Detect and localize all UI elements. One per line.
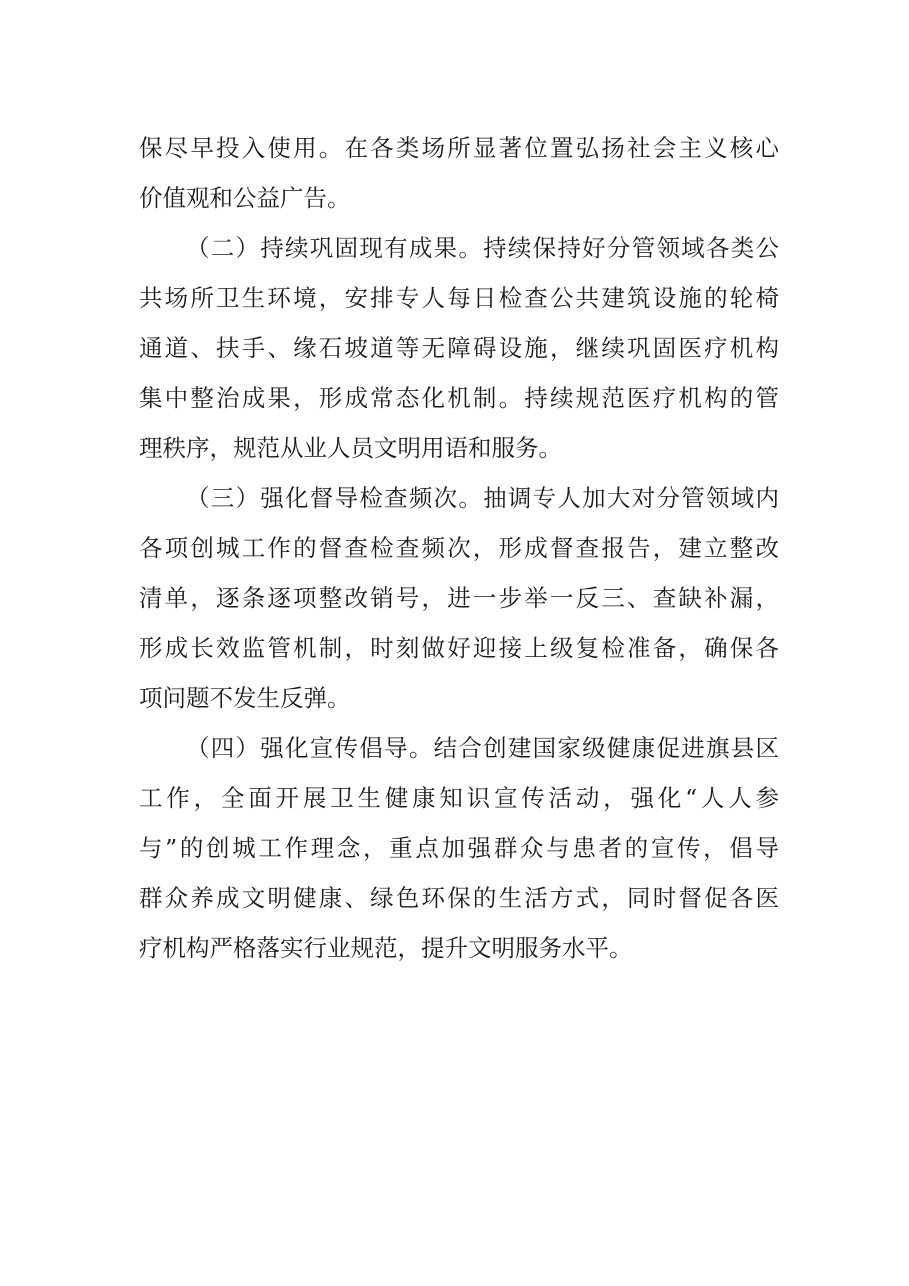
paragraph-section-2 (139, 223, 779, 473)
text-line: 保尽早投入使用。在各类场所显著位置弘扬社会主义核心 (139, 134, 779, 162)
text-line: （四）强化宣传倡导。结合创建国家级健康促进旗县区 (186, 734, 779, 762)
text-line: 共场所卫生环境，安排专人每日检查公共建筑设施的轮椅 (139, 284, 779, 312)
paragraph-continuation (139, 123, 779, 223)
text-line: 群众养成文明健康、绿色环保的生活方式，同时督促各医 (139, 884, 779, 912)
paragraph-section-3 (139, 473, 779, 723)
text-line: 项问题不发生反弹。 (139, 684, 351, 712)
text-line: 理秩序，规范从业人员文明用语和服务。 (139, 434, 562, 462)
text-line: 价值观和公益广告。 (139, 184, 351, 212)
text-line: 形成长效监管机制，时刻做好迎接上级复检准备，确保各 (139, 634, 779, 662)
text-line: （二）持续巩固现有成果。持续保持好分管领域各类公 (186, 234, 779, 262)
text-line: 集中整治成果，形成常态化机制。持续规范医疗机构的管 (139, 384, 779, 412)
text-line: 工作，全面开展卫生健康知识宣传活动，强化“人人参 (139, 784, 779, 812)
paragraph-section-4 (139, 723, 779, 973)
text-line: 清单，逐条逐项整改销号，进一步举一反三、查缺补漏， (139, 584, 779, 612)
text-line: 与”的创城工作理念，重点加强群众与患者的宣传，倡导 (139, 834, 779, 862)
text-line: 疗机构严格落实行业规范，提升文明服务水平。 (139, 934, 633, 962)
text-line: （三）强化督导检查频次。抽调专人加大对分管领域内 (186, 484, 779, 512)
text-line: 通道、扶手、缘石坡道等无障碍设施，继续巩固医疗机构 (139, 334, 779, 362)
text-line: 各项创城工作的督查检查频次，形成督查报告，建立整改 (139, 534, 779, 562)
